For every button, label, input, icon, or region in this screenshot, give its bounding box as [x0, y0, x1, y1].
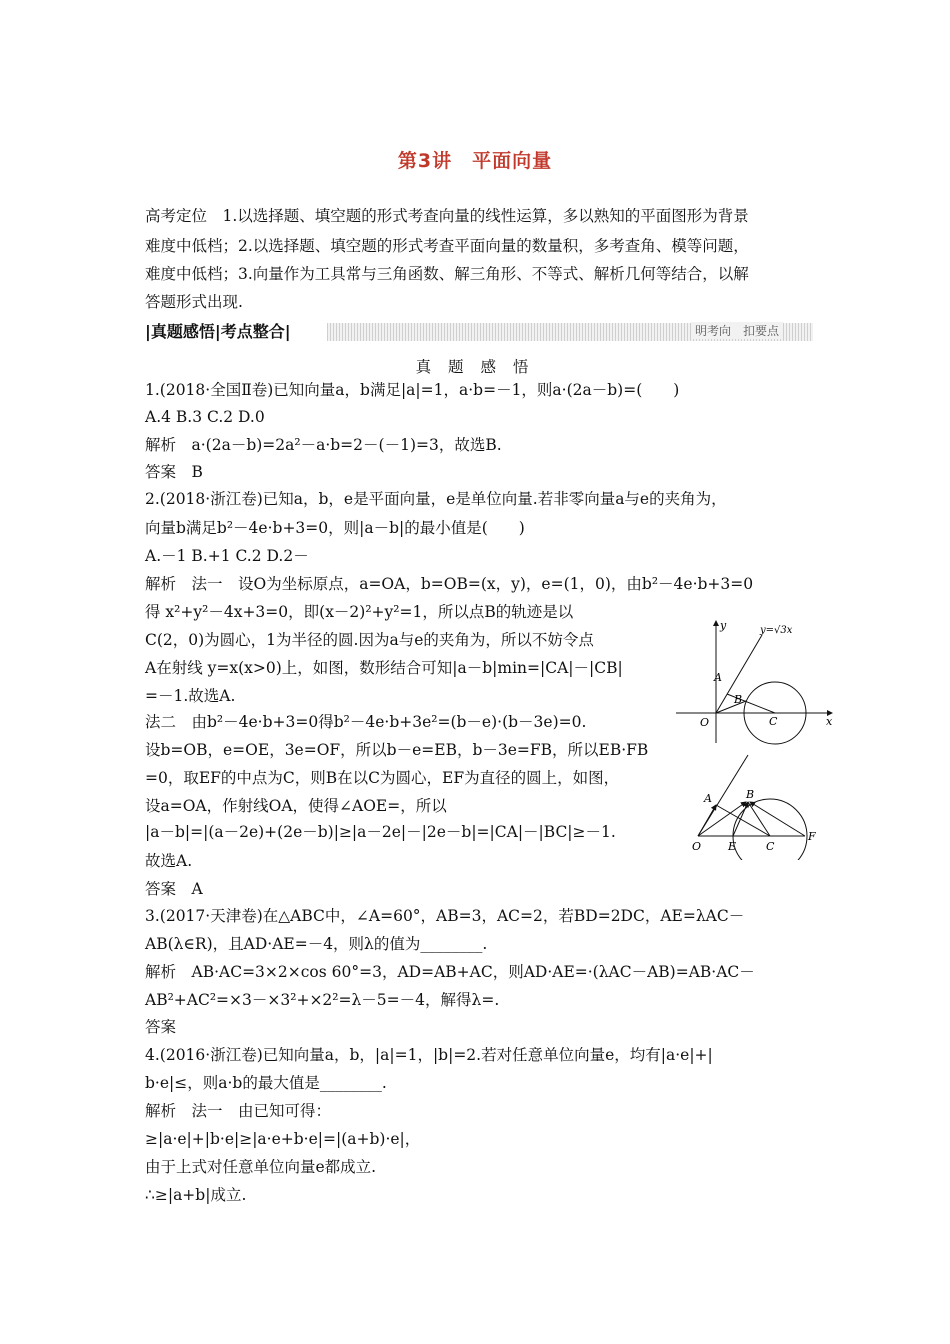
label-c: C — [766, 840, 775, 853]
text-line: 解析 AB·AC=3×2×cos 60°=3，AD=AB+AC，则AD·AE=·(λAC－AB)=AB·AC－ — [145, 963, 755, 981]
text-line: 向量b满足b²－4e·b+3=0，则|a－b|的最小值是( ) — [145, 519, 525, 537]
text-line: 答案 — [145, 1018, 177, 1036]
text-line: A在射线 y=x(x>0)上，如图，数形结合可知|a－b|min=|CA|－|CB| — [145, 659, 623, 677]
label-a: A — [714, 671, 722, 684]
text-line: 解析 a·(2a－b)=2a²－a·b=2－(－1)=3，故选B. — [145, 436, 502, 454]
text-line: ∴≥|a+b|成立. — [145, 1186, 247, 1204]
text-line: 设b=OB，e=OE，3e=OF，所以b－e=EB，b－3e=FB，所以EB·FB — [145, 741, 649, 759]
text-line: C(2，0)为圆心，1为半径的圆.因为a与e的夹角为，所以不妨令点 — [145, 631, 594, 649]
intro-line: 难度中低档；3.向量作为工具常与三角函数、解三角形、不等式、解析几何等结合，以解 — [145, 265, 749, 283]
text-line: 得 x²+y²－4x+3=0，即(x－2)²+y²=1，所以点B的轨迹是以 — [145, 603, 574, 621]
text-line: 解析 法一 设O为坐标原点，a=OA，b=OB=(x，y)，e=(1，0)，由b²－4e·b+3=0 — [145, 575, 754, 593]
intro-line: 难度中低档；2.以选择题、填空题的形式考查平面向量的数量积，多考查角、模等问题， — [145, 237, 749, 255]
label-o: O — [700, 716, 710, 729]
text-line: AB²+AC²=×3－×3²+×2²=λ－5=－4，解得λ=. — [145, 991, 500, 1009]
text-line: 3.(2017·天津卷)在△ABC中，∠A=60°，AB=3，AC=2，若BD=2DC，AE=λAC－ — [145, 907, 745, 925]
text-line: b·e|≤，则a·b的最大值是________. — [145, 1074, 387, 1092]
label-f: F — [808, 830, 816, 843]
label-line: y=√3x — [760, 625, 793, 636]
section-heading: 真 题 感 悟 — [415, 358, 535, 376]
text-line: |a－b|=|(a－2e)+(2e－b)|≥|a－2e|－|2e－b|=|CA|－|BC|≥－1. — [145, 823, 616, 841]
text-line: A.4 B.3 C.2 D.0 — [145, 408, 265, 426]
text-line: 由于上式对任意单位向量e都成立. — [145, 1158, 377, 1176]
text-line: 法二 由b²－4e·b+3=0得b²－4e·b+3e²=(b－e)·(b－3e)=0. — [145, 713, 587, 731]
label-o: O — [692, 840, 702, 853]
vector-ob — [698, 802, 746, 836]
banner-tag: |真题感悟|考点整合| — [145, 320, 297, 344]
text-line: 答案 B — [145, 463, 203, 481]
page-title: 第3讲 平面向量 — [397, 150, 553, 172]
text-line: =－1.故选A. — [145, 687, 236, 705]
figure-2-vector-circle — [688, 750, 828, 860]
text-line: 设a=OA，作射线OA，使得∠AOE=，所以 — [145, 797, 447, 815]
text-line: 2.(2018·浙江卷)已知a，b，e是平面向量，e是单位向量.若非零向量a与e的夹角为， — [145, 490, 727, 508]
intro-line: 高考定位 1.以选择题、填空题的形式考查向量的线性运算，多以熟知的平面图形为背景 — [145, 207, 749, 225]
label-b: B — [746, 788, 755, 801]
text-line: 1.(2018·全国Ⅱ卷)已知向量a，b满足|a|=1，a·b=－1，则a·(2a－b)=( ) — [145, 381, 680, 399]
label-x: x — [826, 715, 833, 728]
label-b: B — [734, 693, 743, 706]
label-y: y — [720, 619, 727, 632]
text-line: A.－1 B.+1 C.2 D.2－ — [145, 547, 309, 565]
text-line: ≥|a·e|+|b·e|≥|a·e+b·e|=|(a+b)·e|， — [145, 1130, 421, 1148]
label-a: A — [704, 792, 712, 805]
vector-oa — [698, 805, 716, 836]
text-line: =0，取EF的中点为C，则B在以C为圆心，EF为直径的圆上，如图， — [145, 769, 620, 787]
label-c: C — [769, 715, 778, 728]
vector-fb — [750, 802, 805, 836]
text-line: 解析 法一 由已知可得： — [145, 1102, 332, 1120]
banner-right-text: 明考向 扣要点 — [691, 322, 783, 339]
text-line: AB(λ∈R)，且AD·AE=－4，则λ的值为________. — [145, 935, 488, 953]
label-e: E — [728, 840, 737, 853]
section-banner — [145, 320, 813, 344]
text-line: 4.(2016·浙江卷)已知向量a，b，|a|=1，|b|=2.若对任意单位向量e，均有|a·e|+| — [145, 1046, 713, 1064]
figure-1-coordinate-circle — [670, 615, 840, 750]
text-line: 答案 A — [145, 880, 203, 898]
intro-line: 答题形式出现. — [145, 293, 243, 311]
text-line: 故选A. — [145, 852, 193, 870]
